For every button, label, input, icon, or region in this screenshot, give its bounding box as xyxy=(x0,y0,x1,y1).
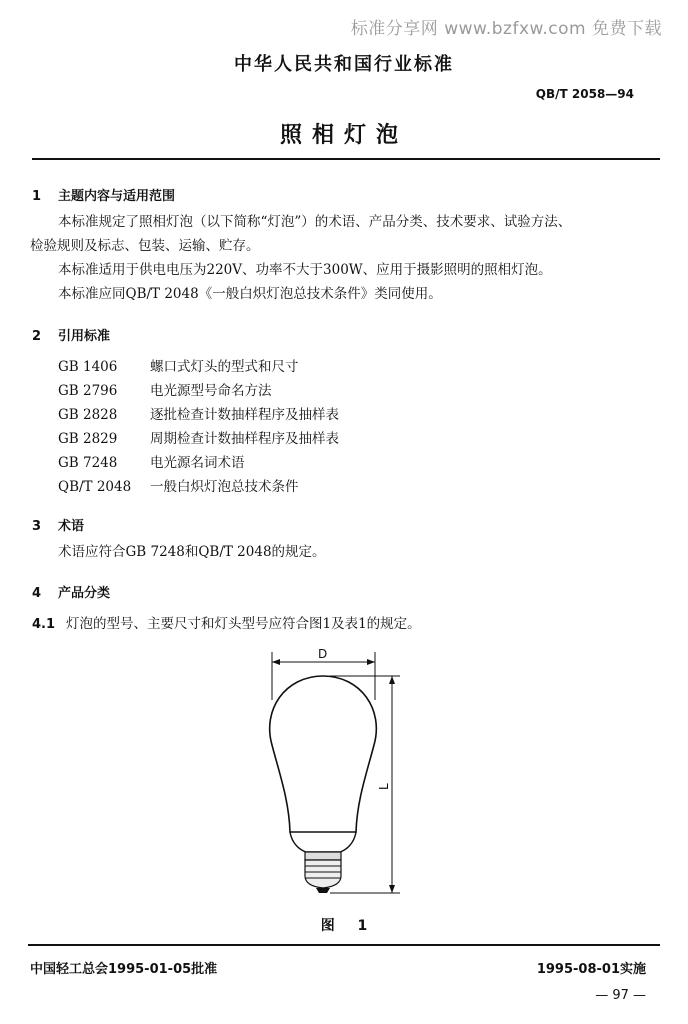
bulb-glass xyxy=(270,676,377,832)
section-3-text: 术语应符合GB 7248和QB/T 2048的规定。 xyxy=(58,544,326,560)
section-4-number: 4 xyxy=(32,586,42,601)
section-1-paragraph-line: 本标准适用于供电电压为220V、功率不大于300W、应用于摄影照明的照相灯泡。 xyxy=(58,262,552,278)
d-dimension-label: D xyxy=(318,647,328,661)
standard-code: QB/T 2058—94 xyxy=(535,87,634,101)
reference-title: 螺口式灯头的型式和尺寸 xyxy=(150,359,299,375)
section-2-title: 引用标准 xyxy=(58,329,111,344)
reference-code: GB 1406 xyxy=(58,359,118,375)
section-3-number: 3 xyxy=(32,519,42,534)
approval-date: 中国轻工总会1995-01-05批准 xyxy=(30,962,218,977)
reference-title: 一般白炽灯泡总技术条件 xyxy=(150,479,299,495)
section-1-paragraph-line: 本标准规定了照相灯泡（以下简称“灯泡”）的术语、产品分类、技术要求、试验方法、 xyxy=(58,214,572,230)
page-number: — 97 — xyxy=(595,988,646,1003)
l-dimension-label: L xyxy=(377,783,391,790)
figure-caption: 图 1 xyxy=(320,918,368,934)
footer-divider xyxy=(28,944,660,946)
reference-title: 电光源名词术语 xyxy=(150,455,245,471)
d-arrow-right xyxy=(367,659,375,665)
issuing-organization: 中华人民共和国行业标准 xyxy=(234,54,454,75)
document-title: 照相灯泡 xyxy=(279,123,408,148)
watermark: 标准分享网 www.bzfxw.com 免费下载 xyxy=(350,19,662,39)
section-1-paragraph-line: 本标准应同QB/T 2048《一般白炽灯泡总技术条件》类同使用。 xyxy=(58,286,442,302)
reference-code: GB 2828 xyxy=(58,407,118,423)
reference-code: GB 2796 xyxy=(58,383,118,399)
section-1-title: 主题内容与适用范围 xyxy=(58,189,176,204)
section-3-title: 术语 xyxy=(58,519,85,534)
l-arrow-top xyxy=(389,676,395,684)
reference-title: 周期检查计数抽样程序及抽样表 xyxy=(150,431,339,447)
reference-title: 逐批检查计数抽样程序及抽样表 xyxy=(150,407,339,423)
l-arrow-bottom xyxy=(389,885,395,893)
lamp-contact xyxy=(316,888,330,893)
section-1-number: 1 xyxy=(32,189,42,204)
reference-title: 电光源型号命名方法 xyxy=(150,383,272,399)
implementation-date: 1995-08-01实施 xyxy=(536,962,646,977)
section-1-paragraph-line: 检验规则及标志、包装、运输、贮存。 xyxy=(30,238,260,254)
section-4-1-number: 4.1 xyxy=(32,617,56,632)
lamp-cap-collar xyxy=(305,852,341,860)
section-2-number: 2 xyxy=(32,329,42,344)
bulb-neck xyxy=(290,832,356,852)
section-4-title: 产品分类 xyxy=(58,586,111,601)
reference-code: GB 2829 xyxy=(58,431,118,447)
reference-code: GB 7248 xyxy=(58,455,118,471)
d-arrow-left xyxy=(272,659,280,665)
reference-code: QB/T 2048 xyxy=(58,479,132,495)
section-4-1-body: 灯泡的型号、主要尺寸和灯头型号应符合图1及表1的规定。 xyxy=(66,616,421,632)
lamp-cap-screw xyxy=(305,860,341,888)
